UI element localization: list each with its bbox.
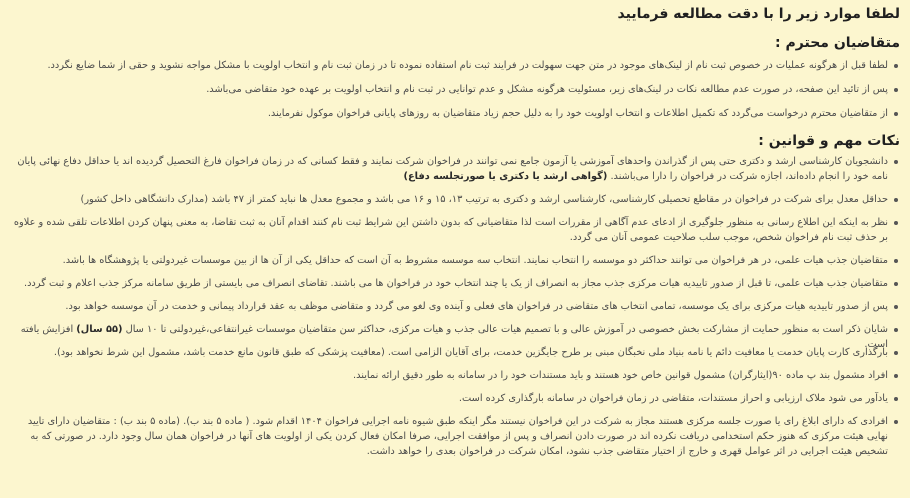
list-item: لطفا قبل از هرگونه عملیات در خصوص ثبت نام از لینک‌های موجود در متن جهت سهولت در فرایند ثبت نام استفاده نموده تا در زمان ثبت نام و انتخاب اولویت با مشکل مواجه نشوید و حقی از شما ضایع نگردد. — [10, 58, 900, 82]
section-heading-applicants: متقاضیان محترم : — [775, 35, 900, 51]
applicants-list — [10, 58, 900, 130]
item-bold-text: (گواهی ارشد یا دکتری یا صورتجلسه دفاع) — [403, 171, 608, 182]
page-title: لطفا موارد زیر را با دقت مطالعه فرمایید — [617, 6, 900, 22]
list-item: متقاضیان جذب هیات علمی، تا قبل از صدور تاییدیه هیات مرکزی جذب مجاز به انصراف از یک یا چند انتخاب خود در فراخوان ها می باشند. تقاضای انصراف می بایستی از طریق سامانه مرکز جذب اعلام و ثبت گردد. — [10, 276, 900, 299]
item-text-tail: افزایش یافته است. — [20, 324, 888, 350]
section-heading-rules: نکات مهم و قوانین : — [758, 133, 900, 149]
list-item: از متقاضیان محترم درخواست می‌گردد که تکمیل اطلاعات و انتخاب اولویت خود را به دلیل حجم زیاد متقاضیان به روزهای پایانی فراخوان موکول نفرمایند. — [10, 106, 900, 130]
item-text: دانشجویان کارشناسی ارشد و دکتری حتی پس از گذراندن واحدهای آموزشی یا آزمون جامع نمی توانند در فراخوان شرکت نمایند و فقط کسانی که در زمان فراخوان فارغ التحصیل گردیده اند یا حداقل دفاع نهائی پایان نامه خود را انجام داده‌اند، اجازه شرکت در فراخوان را دارا می‌باشند. — [17, 156, 888, 182]
rules-list — [10, 154, 900, 467]
list-item: افرادی که دارای ابلاغ رای یا صورت جلسه مرکزی هستند مجاز به شرکت در این فراخوان نیستند مگر اینکه طبق شیوه نامه اجرایی فراخوان ۱۴۰۴ اقدام شود. ( ماده ۵ بند ب). (ماده ۵ بند ب) : متقاضیان دارای تایید نهایی هیئت مرکزی که هنوز حکم استخدامی دریافت نکرده اند در صورت دادن انصراف و پس از موافقت اجرایی، صرفا امکان فعال کردن یکی از اولویت های آنها در فراخوان همان سال وجود دارد. در صورتی که به تشخیص هیئت اجرایی در اثر عوامل قهری و خارج از اختیار متقاضی جذب نشود، امکان شرکت در فراخوان بعدی را خواهد داشت. — [10, 414, 900, 467]
list-item: متقاضیان جذب هیات علمی، در هر فراخوان می توانند حداکثر دو موسسه را انتخاب نمایند. انتخاب سه موسسه مشروط به آن است که حداقل یکی از آن ها از بین موسسات غیردولتی یا پژوهشگاه ها باشد. — [10, 253, 900, 276]
list-item: پس از صدور تاییدیه هیات مرکزی برای یک موسسه، تمامی انتخاب های متقاضی در فراخوان های فعلی و آینده وی لغو می گردد و متقاضی موظف به عقد قرارداد پیمانی و خدمت در آن موسسه خواهد بود. — [10, 299, 900, 322]
list-item — [10, 154, 900, 192]
list-item — [10, 322, 900, 350]
list-item: یادآور می شود ملاک ارزیابی و احراز مستندات، متقاضی در زمان فراخوان در سامانه بارگذاری کرده است. — [10, 391, 900, 414]
list-item: پس از تائید این صفحه، در صورت عدم مطالعه نکات در لینک‌های زیر، مسئولیت هرگونه مشکل و عدم توانایی در ثبت نام و انتخاب اولویت بر عهده خود متقاضی می‌باشد. — [10, 82, 900, 106]
list-item: افراد مشمول بند پ ماده ۹۰(ایثارگران) مشمول قوانین خاص خود هستند و باید مستندات خود را در سامانه به طور دقیق ارائه نمایند. — [10, 368, 900, 391]
list-item: نظر به اینکه این اطلاع رسانی به منظور جلوگیری از ادعای عدم آگاهی از مقررات است لذا متقاضیانی که بدون داشتن این شرایط ثبت نام کنند اقدام آنان به ثبت تقاضا، به معنی پنهان کردن اطلاعات تلقی شده و علاوه بر حذف ثبت نام فراخوان شخص، موجب سلب صلاحیت عمومی آنان می گردد. — [10, 215, 900, 253]
item-text: شایان ذکر است به منظور حمایت از مشارکت بخش خصوصی در آموزش عالی و با تصمیم هیات عالی جذب و هیات مرکزی، حداکثر سن متقاضیان موسسات غیرانتفاعی،غیردولتی تا ۱۰ سال — [125, 324, 888, 335]
item-bold-text: (۵۵ سال) — [76, 324, 123, 335]
list-item: حداقل معدل برای شرکت در فراخوان در مقاطع تحصیلی کارشناسی، کارشناسی ارشد و دکتری به ترتیب ۱۳، ۱۵ و ۱۶ می باشد و مجموع معدل ها نباید کمتر از ۴۷ باشد (مدارک دانشگاهی داخل کشور) — [10, 192, 900, 215]
list-item: بارگذاری کارت پایان خدمت یا معافیت دائم یا نامه بنیاد ملی نخبگان مبنی بر طرح جایگزین خدمت، برای آقایان الزامی است. (معافیت پزشکی که طبق قانون مانع خدمت باشد، مشمول این شرط نخواهد بود). — [10, 345, 900, 368]
